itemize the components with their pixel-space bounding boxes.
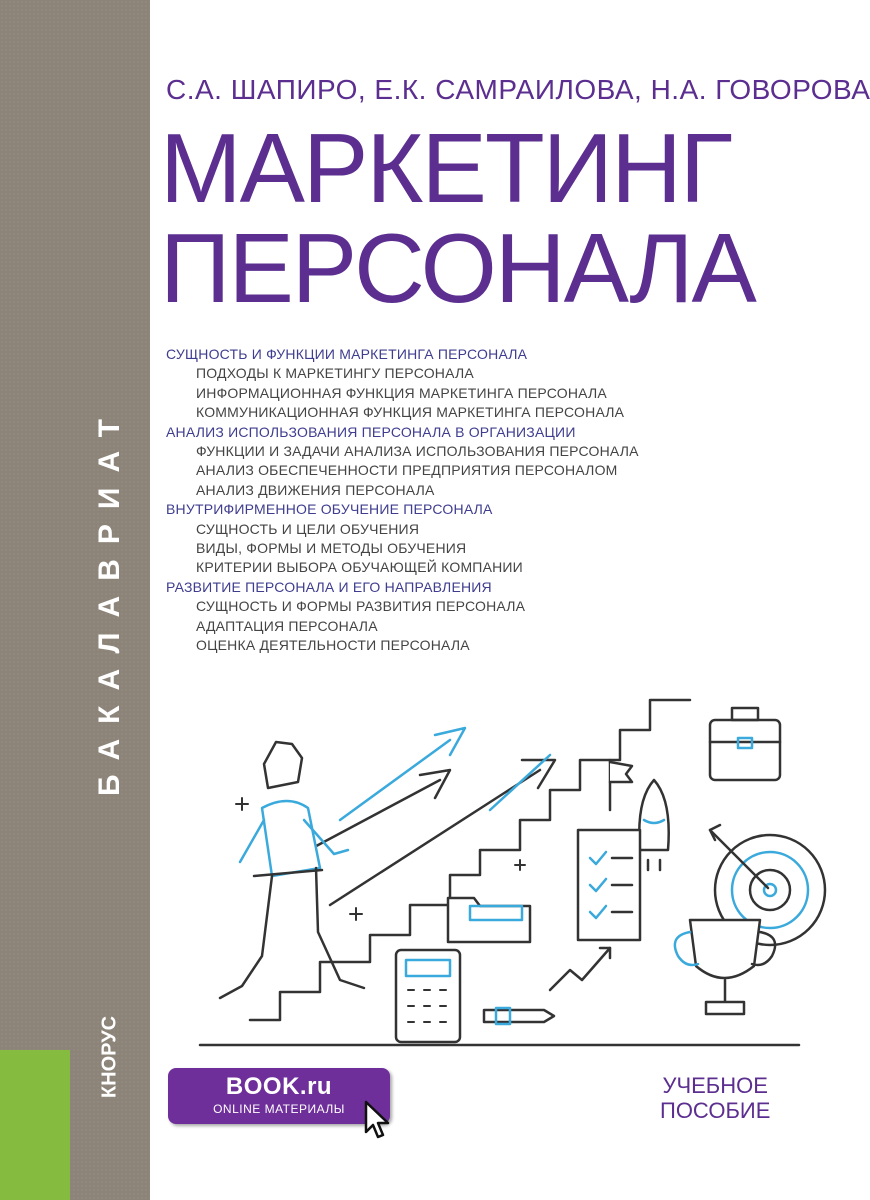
checklist-icon <box>578 830 640 940</box>
person-climbing-icon <box>220 742 364 998</box>
toc-item: ВИДЫ, ФОРМЫ И МЕТОДЫ ОБУЧЕНИЯ <box>196 540 467 557</box>
book-ru-name: BOOK.ru <box>225 1073 333 1100</box>
series-text: БАКАЛАВРИАТ <box>93 404 126 796</box>
toc-item: СУЩНОСТЬ И ЦЕЛИ ОБУЧЕНИЯ <box>196 520 420 537</box>
rocket-icon <box>639 780 668 870</box>
book-type <box>660 1073 770 1123</box>
toc-item: СУЩНОСТЬ И ФОРМЫ РАЗВИТИЯ ПЕРСОНАЛА <box>196 598 526 615</box>
briefcase-icon <box>710 708 780 780</box>
toc-chapter: РАЗВИТИЕ ПЕРСОНАЛА И ЕГО НАПРАВЛЕНИЯ <box>166 578 492 595</box>
toc-item: АНАЛИЗ ДВИЖЕНИЯ ПЕРСОНАЛА <box>196 481 435 498</box>
table-of-contents <box>166 345 786 656</box>
toc-item: АДАПТАЦИЯ ПЕРСОНАЛА <box>196 617 378 634</box>
publisher-block <box>0 1050 70 1200</box>
toc-chapter: АНАЛИЗ ИСПОЛЬЗОВАНИЯ ПЕРСОНАЛА В ОРГАНИЗАЦИИ <box>166 423 576 440</box>
book-title <box>160 113 755 323</box>
toc-item: ИНФОРМАЦИОННАЯ ФУНКЦИЯ МАРКЕТИНГА ПЕРСОНАЛА <box>196 384 607 401</box>
arrow-icon <box>290 760 555 905</box>
book-type-line-2: ПОСОБИЕ <box>660 1098 771 1123</box>
cover-illustration <box>150 680 799 1060</box>
calculator-icon <box>396 950 460 1042</box>
toc-item: АНАЛИЗ ОБЕСПЕЧЕННОСТИ ПРЕДПРИЯТИЯ ПЕРСОНАЛОМ <box>196 462 618 479</box>
pen-icon <box>484 1008 554 1024</box>
publisher-text: КНОРУС <box>98 1015 121 1099</box>
toc-item: ОЦЕНКА ДЕЯТЕЛЬНОСТИ ПЕРСОНАЛА <box>196 637 470 654</box>
book-ru-subtitle: ONLINE МАТЕРИАЛЫ <box>213 1102 345 1116</box>
toc-chapter: ВНУТРИФИРМЕННОЕ ОБУЧЕНИЕ ПЕРСОНАЛА <box>166 501 493 518</box>
arrow-icon <box>340 728 550 820</box>
toc-item: ФУНКЦИИ И ЗАДАЧИ АНАЛИЗА ИСПОЛЬЗОВАНИЯ ПЕРСОНАЛА <box>196 443 639 460</box>
toc-chapter: СУЩНОСТЬ И ФУНКЦИИ МАРКЕТИНГА ПЕРСОНАЛА <box>166 346 528 362</box>
toc-item: ПОДХОДЫ К МАРКЕТИНГУ ПЕРСОНАЛА <box>196 365 474 382</box>
flag-icon <box>610 760 632 810</box>
toc-item: КОММУНИКАЦИОННАЯ ФУНКЦИЯ МАРКЕТИНГА ПЕРСОНАЛА <box>196 404 625 421</box>
spine <box>0 0 150 1200</box>
title-line-1: МАРКЕТИНГ <box>160 113 731 223</box>
book-ru-button[interactable] <box>168 1068 390 1124</box>
toc-item: КРИТЕРИИ ВЫБОРА ОБУЧАЮЩЕЙ КОМПАНИИ <box>196 559 523 576</box>
book-type-line-1: УЧЕБНОЕ <box>662 1073 768 1098</box>
title-line-2: ПЕРСОНАЛА <box>160 213 755 323</box>
authors: С.А. ШАПИРО, Е.К. САМРАИЛОВА, Н.А. ГОВОРОВА <box>166 74 870 105</box>
trophy-icon <box>675 920 775 1014</box>
folder-icon <box>448 898 530 942</box>
cursor-icon <box>364 1100 390 1140</box>
